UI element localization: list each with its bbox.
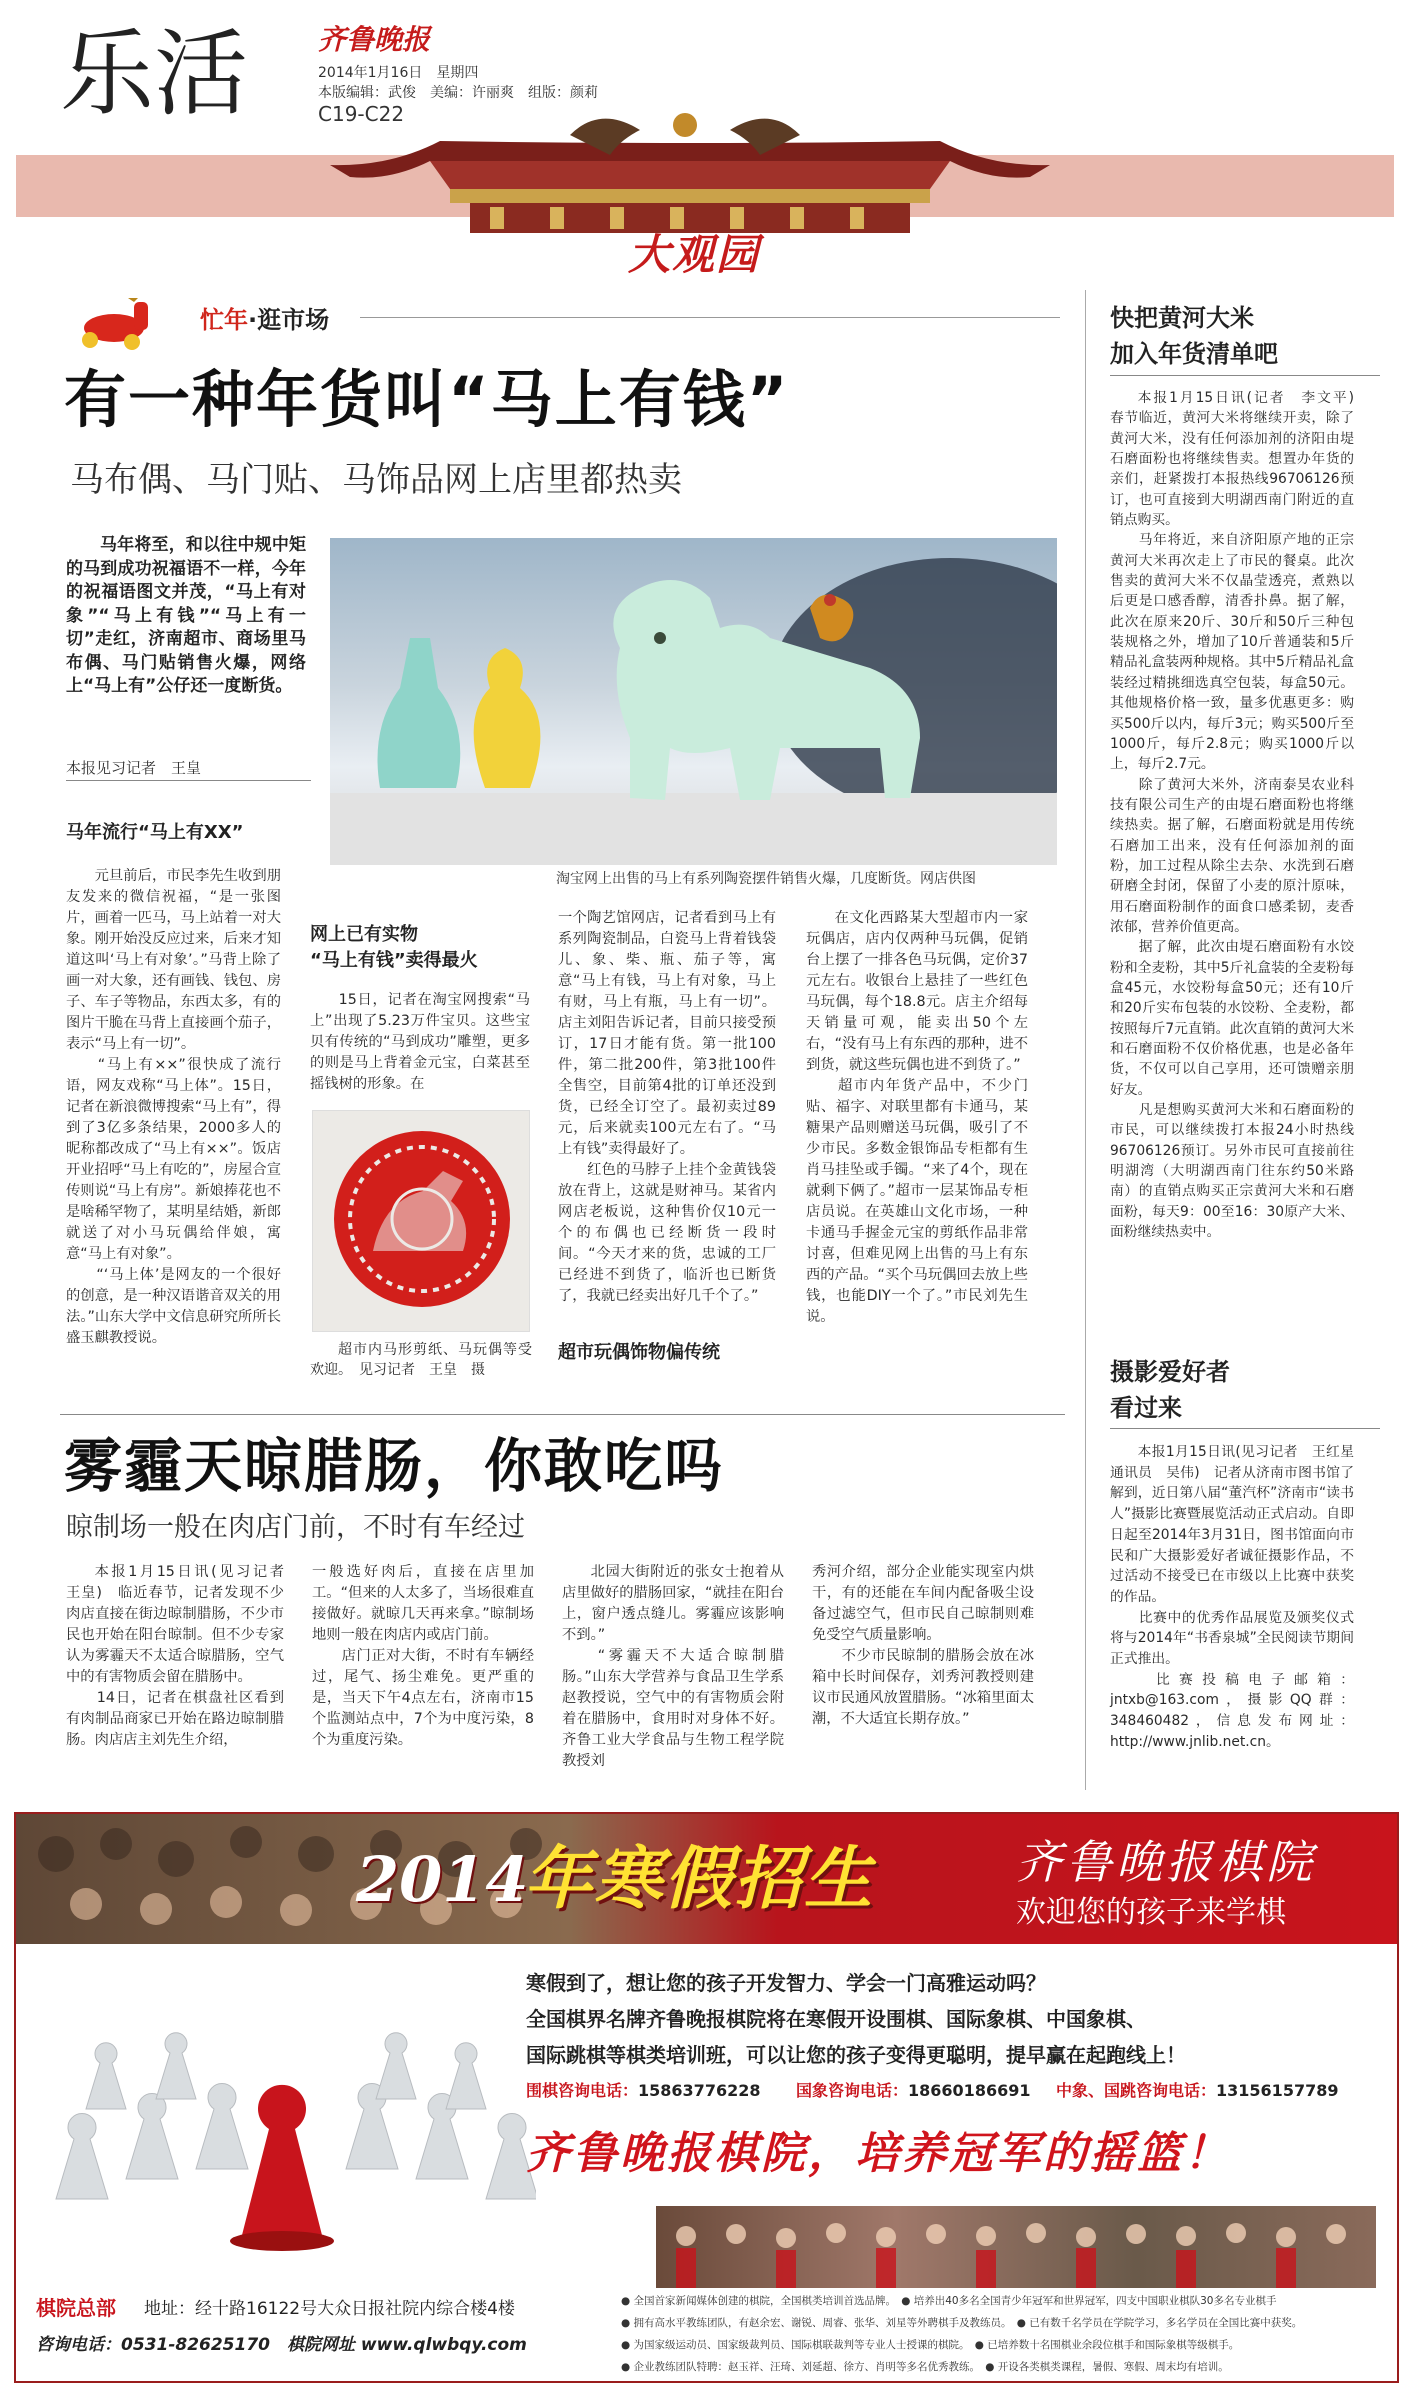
lead-photo [330,538,1057,865]
phone-number: 13156157789 [1216,2081,1339,2100]
lead-column-1: 元旦前后，市民李先生收到朋友发来的微信祝福，“是一张图片，画着一匹马，马上站着一对大象。刚开始没反应过来，后来才知道这叫‘马上有对象’。”马背上除了画一对大象，还有画钱、钱包、房子、车子等物品，东西太多，有的图片干脆在马背上直接画个茄子，表示“马上有一切”。 “马上有××”很快成了流行语，网友戏称“马上体”。15日，记者在新浪微博搜索“马上有”，得到了3亿多条结果，2000多人的昵称都改成了“马上有××”。饭店开业招呼“马上有吃的”，房屋合宣传则说“马上有房”。新娘捧花也不是啥稀罕物了，某明星结婚，新郎就送了对小马玩偶给伴娘，寓意“马上有对象”。 “‘马上体’是网友的一个很好的创意，是一种汉语谐音双关的用法。”山东大学中文信息研究所所长盛玉麒教授说。 [66,868,281,1346]
ad-bullet: ● 全国首家新闻媒体创建的棋院，全国棋类培训首选品牌。 ● 培养出40多名全国青少年冠军和世界冠军，四支中国职业棋队30多名专业棋手 [621,2295,1277,2307]
column-divider [1085,290,1086,1790]
photo-contest-article: 本报1月15日讯(见习记者 王红星 通讯员 吴伟) 记者从济南市图书馆了解到，近日第八届“董汽杯”济南市“读书人”摄影比赛暨展览活动正式启动。自即日起至2014年3月31日，图书馆面向市民和广大摄影爱好者诚征摄影作品，不过活动不接受已在市级以上比赛中获奖的作品。 比赛中的优秀作品展览及颁奖仪式将与2014年“书香泉城”全民阅读节期间正式推出。 比赛投稿电子邮箱：jntxb@163.com，摄影QQ群：348460482，信息发布网址：http://www.jnlib.net.cn。 [1110,1444,1354,1750]
kicker-black: ·逛市场 [248,306,330,334]
lead-headline: 有一种年货叫“马上有钱” [64,363,790,436]
byline-rule [66,780,311,781]
ad-brand: 齐鲁晚报棋院 [1016,1835,1316,1889]
contest-rule [1110,1428,1380,1429]
lead-column-2: 15日，记者在淘宝网搜索“马上”出现了5.23万件宝贝。这些宝贝有传统的“马到成功”雕塑，更多的则是马上背着金元宝，白菜甚至摇钱树的形象。在 [310,992,530,1092]
section-title: 乐活 [60,20,249,129]
ceramic-horse-illustration [330,538,1057,865]
ad-contact: 咨询电话：0531-82625170 棋院网址 www.qlwbqy.com [36,2335,527,2355]
second-headline: 雾霾天晾腊肠，你敢吃吗 [64,1432,725,1500]
kicker-red: 忙年 [200,306,248,334]
phone-label: 国象咨询电话： [796,2081,909,2100]
ad-line-1: 寒假到了，想让您的孩子开发智力、学会一门高雅运动吗？ [526,1971,1046,1995]
ad-title: 年寒假招生 [524,1840,875,1919]
kicker-rule [360,317,1060,318]
chess-academy-ad [14,1812,1399,2383]
ad-line-2: 全国棋界名牌齐鲁晚报棋院将在寒假开设围棋、国际象棋、中国象棋、 [526,2007,1146,2031]
ad-welcome: 欢迎您的孩子来学棋 [1016,1895,1286,1930]
rice-article: 本报1月15日讯(记者 李文平) 春节临近，黄河大米将继续开卖，除了黄河大米，没有任何添加剂的济阳由堤石磨面粉也将继续售卖。想置办年货的亲们，赶紧拨打本报热线96706126预订，也可直接到大明湖西南门附近的直销点购买。 马年将近，来自济阳原产地的正宗黄河大米再次走上了市民的餐桌。此次售卖的黄河大米不仅晶莹透亮，煮熟以后更是口感香醇，清香扑鼻。据了解，此次在原来20斤、30斤和50斤三种包装规格之外，增加了10斤普通装和5斤精品礼盒装两种规格。其中5斤精品礼盒装经过精挑细选真空包装，每盒50元。其他规格价格一致，量多优惠更多：购买500斤以内，每斤3元；购买500斤至1000斤，每斤2.8元；购买1000斤以上，每斤2.7元。 除了黄河大米外，济南泰昊农业科技有限公司生产的由堤石磨面粉也将继续热卖。据了解，石磨面粉就是用传统石磨加工出来，没有任何添加剂的面粉，加工过程从除尘去杂、水洗到石磨研磨全封闭，保留了小麦的原汁原味，用石磨面粉制作的面食口感柔韧，麦香浓郁，营养价值更高。 据了解，此次由堤石磨面粉有水饺粉和全麦粉，其中5斤礼盒装的全麦粉每盒45元，水饺粉每盒50元；还有10斤和20斤实布包装的水饺粉、全麦粉，都按照每斤7元直销。此次直销的黄河大米和石磨面粉不仅价格优惠，也是必备年货，不仅可以自己享用，还可馈赠亲朋好友。 凡是想购买黄河大米和石磨面粉的市民，可以继续拨打本报24小时热线96706126预订。另外市民可直接前往明湖湾（大明湖西南门往东约50米路南）的直销点购买正宗黄河大米和石磨面粉，每天9：00至16：30原产大米、面粉继续热卖中。 [1110,390,1354,1241]
editors-line: 本版编辑：武俊 美编：许丽爽 组版：颜莉 [318,85,598,101]
red-horse-papercut-illustration [313,1111,531,1333]
ad-slogan: 齐鲁晚报棋院，培养冠军的摇篮！ [526,2128,1231,2179]
group-people-illustration [656,2206,1376,2288]
papercut-photo [312,1110,530,1332]
second-column-1: 本报1月15日讯(见习记者 王皇) 临近春节，记者发现不少肉店直接在街边晾制腊肠，不少市民也开始在阳台晾制。但不少专家认为雾霾天不太适合晾腊肠，空气中的有害物质会留在腊肠中。 14日，记者在棋盘社区看到有肉制品商家已开始在路边晾制腊肠。肉店店主刘先生介绍， [66,1564,284,1748]
ad-line-3: 国际跳棋等棋类培训班，可以让您的孩子变得更聪明，提早赢在起跑线上！ [526,2043,1186,2067]
rice-rule [1110,375,1380,376]
ad-hq-label: 棋院总部 [36,2296,116,2320]
phone-number: 18660186691 [908,2081,1031,2100]
lead-column-3: 一个陶艺馆网店，记者看到马上有系列陶瓷制品，白瓷马上背着钱袋儿、象、柴、瓶、茄子等，寓意“马上有钱，马上有对象，马上有财，马上有瓶，马上有一切”。店主刘阳告诉记者，目前只接受预订，17日才能有货。第一批100件，第二批200件，第3批100件全售空，目前第4批的订单还没到货，已经全订空了。最初卖过89元，后来就卖100元左右了。“马上有钱”卖得最好了。 红色的马脖子上挂个金黄钱袋放在背上，这就是财神马。某省内网店老板说，这种售价仅10元一个的布偶也已经断货一段时间。“今天才来的货，忠诚的工厂已经进不到货了，临沂也已断货了，我就已经卖出好几千个了。” [558,910,776,1304]
second-column-4: 秀河介绍，部分企业能实现室内烘干，有的还能在车间内配备吸尘设备过滤空气，但市民自己晾制则难免受空气质量影响。 不少市民晾制的腊肠会放在冰箱中长时间保存，刘秀河教授则建议市民通风放置腊肠。“冰箱里面太潮，不大适宜长期存放。” [812,1564,1034,1727]
paper-logo: 齐鲁晚报 [318,23,431,56]
phone-label: 围棋咨询电话： [526,2081,639,2100]
ad-group-photo [656,2206,1376,2288]
masthead [0,0,1409,290]
ad-phone-xiangqi [1056,2078,1338,2101]
issue-date: 2014年1月16日 星期四 [318,65,479,81]
lead-subheading-3: 超市玩偶饰物偏传统 [558,1342,720,1363]
lead-byline: 本报见习记者 王皇 [66,759,202,777]
phone-label: 中象、国跳咨询电话： [1056,2081,1217,2100]
section-divider [60,1414,1065,1415]
rice-headline-2: 加入年货清单吧 [1110,340,1278,368]
ad-phone-weiqi [526,2078,760,2101]
column-logo: 大观园 [628,230,761,279]
rice-headline-1: 快把黄河大米 [1110,304,1254,332]
papercut-caption: 超市内马形剪纸、马玩偶等受欢迎。 见习记者 王皇 摄 [310,1342,532,1378]
horse-toy-icon [70,296,165,351]
photo-contest-headline-1: 摄影爱好者 [1110,1358,1230,1386]
lead-intro: 马年将至，和以往中规中矩的马到成功祝福语不一样，今年的祝福语图文并茂，“马上有对象”“马上有钱”“马上有一切”走红，济南超市、商场里马布偶、马门贴销售火爆，网络上“马上有”公仔还一度断货。 [66,535,306,696]
lead-subheading-2a: 网上已有实物 [310,924,418,945]
ad-bullet: ● 拥有高水平教练团队，有赵余宏、谢锐、周睿、张华、刘星等外聘棋手及教练员。 ● 已有数千名学员在学院学习，多名学员在全国比赛中获奖。 [621,2317,1303,2329]
second-column-3: 北园大街附近的张女士抱着从店里做好的腊肠回家，“就挂在阳台上，窗户透点缝儿。雾霾应该影响不到。” “雾霾天不大适合晾制腊肠。”山东大学营养与食品卫生学系赵教授说，空气中的有害物质会附着在腊肠中，食用时对身体不好。齐鲁工业大学食品与生物工程学院教授刘 [562,1564,784,1769]
ad-address: 地址：经十路16122号大众日报社院内综合楼4楼 [144,2299,515,2319]
ad-bullet: ● 为国家级运动员、国家级裁判员、国际棋联裁判等专业人士授课的棋院。 ● 已培养数十名围棋业余段位棋手和国际象棋等级棋手。 [621,2339,1240,2351]
phone-number: 15863776228 [638,2081,761,2100]
page-range: C19-C22 [318,102,405,126]
lead-subheading-2b: “马上有钱”卖得最火 [310,950,478,971]
lead-photo-caption: 淘宝网上出售的马上有系列陶瓷摆件销售火爆，几度断货。网店供图 [556,871,976,887]
chess-pawns-illustration [16,1949,536,2259]
ad-bullet: ● 企业教练团队特聘：赵玉祥、汪琦、刘延超、徐方、肖明等多名优秀教练。 ● 开设各类棋类课程，暑假、寒假、周末均有培训。 [621,2361,1229,2373]
kicker [200,300,329,335]
lead-subheading-1: 马年流行“马上有XX” [66,822,244,843]
second-subhead: 晾制场一般在肉店门前，不时有车经过 [66,1512,525,1543]
ad-phone-chess [796,2078,1030,2101]
lead-subhead: 马布偶、马门贴、马饰品网上店里都热卖 [70,460,682,500]
photo-contest-headline-2: 看过来 [1110,1394,1182,1422]
ad-bullets [621,2290,1391,2378]
lead-column-4: 在文化西路某大型超市内一家玩偶店，店内仅两种马玩偶，促销台上摆了一排各色马玩偶，定价37元左右。收银台上悬挂了一些红色马玩偶，每个18.8元。店主介绍每天销量可观，能卖出50个左右，“没有马上有东西的那种，进不到货，就这些玩偶也进不到货了。” 超市内年货产品中，不少门贴、福字、对联里都有卡通马，某糖果产品则赠送马玩偶，吸引了不少市民。多数金银饰品专柜都有生肖马挂坠或手镯。“来了4个，现在就剩下俩了。”超市一层某饰品专柜店员说。在英雄山文化市场，一种卡通马手握金元宝的剪纸作品非常讨喜，但难见网上出售的马上有东西的产品。“买个马玩偶回去放上些钱，也能DIY一个了。”市民刘先生说。 [806,910,1028,1325]
second-column-2: 一般选好肉后，直接在店里加工。“但来的人太多了，当场很难直接做好。就晾几天再来拿。”晾制场地则一般在肉店内或店门前。 店门正对大街，不时有车辆经过，尾气、扬尘难免。更严重的是，当天下午4点左右，济南市15个监测站点中，7个为中度污染，8个为重度污染。 [312,1564,534,1748]
ad-year: 2014 [356,1843,529,1916]
